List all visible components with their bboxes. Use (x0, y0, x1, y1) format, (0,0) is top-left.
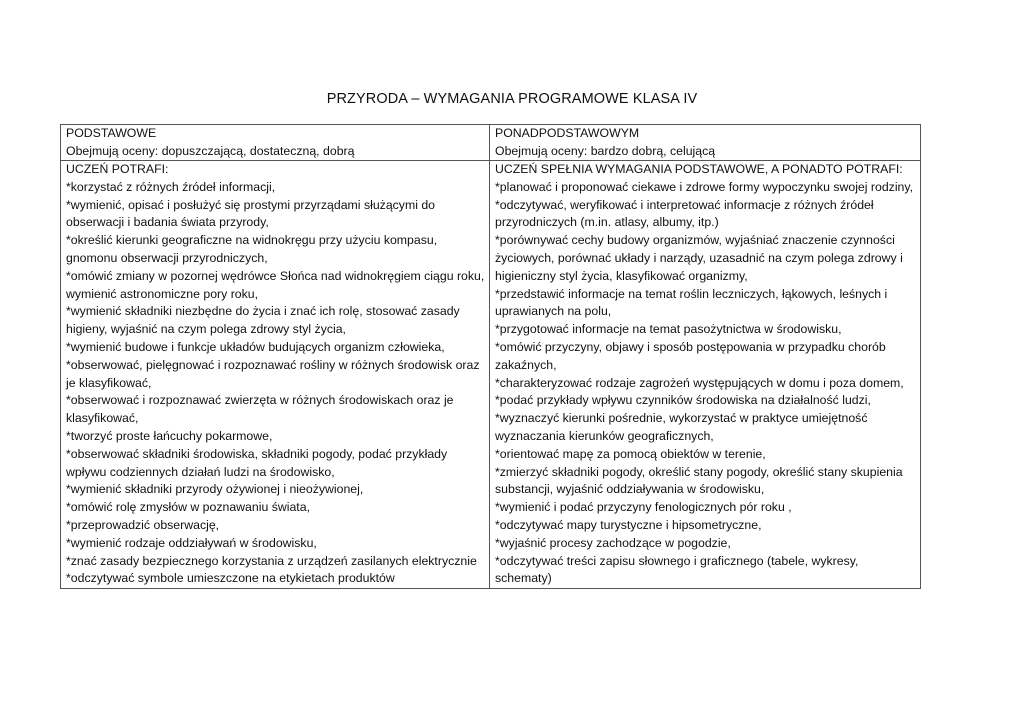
list-item: *określić kierunki geograficzne na widnokręgu przy użyciu kompasu, gnomonu obserwacji przyrodniczych, (66, 233, 441, 265)
list-item: *omówić przyczyny, objawy i sposób postępowania w przypadku chorób zakaźnych, (495, 339, 890, 372)
body-cell-advanced (490, 161, 921, 589)
list-item: *omówić rolę zmysłów w poznawaniu świata, (66, 500, 310, 515)
list-item: *odczytywać mapy turystyczne i hipsometryczne, (495, 517, 762, 532)
column-intro: UCZEŃ SPEŁNIA WYMAGANIA PODSTAWOWE, A PONADTO POTRAFI: (495, 162, 903, 176)
list-item: *odczytywać, weryfikować i interpretować informacje z różnych źródeł przyrodniczych (m.in. atlasy, albumy, itp.) (495, 197, 878, 230)
list-item: *przedstawić informacje na temat roślin leczniczych, łąkowych, leśnych i uprawianych na polu, (495, 286, 891, 319)
list-item: *zmierzyć składniki pogody, określić stany pogody, określić stany skupienia substancji, wyjaśnić oddziaływania w środowisku, (495, 464, 906, 497)
header-cell-basic (61, 125, 490, 161)
list-item: *korzystać z różnych źródeł informacji, (66, 179, 276, 194)
page-title: PRZYRODA – WYMAGANIA PROGRAMOWE KLASA IV (326, 91, 698, 107)
list-item: *planować i proponować ciekawe i zdrowe formy wypoczynku swojej rodziny, (495, 179, 914, 194)
column-subheading: Obejmują oceny: bardzo dobrą, celującą (495, 143, 716, 158)
list-item: *wymienić budowe i funkcje układów budujących organizm człowieka, (66, 339, 445, 354)
table-body-row (61, 161, 921, 589)
list-item: *przeprowadzić obserwację, (66, 517, 220, 532)
header-cell-advanced (490, 125, 921, 161)
list-item: *wymienić rodzaje oddziaływań w środowisku, (66, 535, 317, 550)
body-cell-basic (61, 161, 490, 589)
list-item: *znać zasady bezpiecznego korzystania z urządzeń zasilanych elektrycznie (66, 553, 477, 568)
list-item: *wyznaczyć kierunki pośrednie, wykorzystać w praktyce umiejętność wyznaczania kierunków geograficznych, (495, 411, 871, 443)
list-item: *wymienić składniki niezbędne do życia i znać ich rolę, stosować zasady higieny, wyjaśnić na czym polega zdrowy styl życia, (66, 304, 464, 337)
list-item: *omówić zmiany w pozornej wędrówce Słońca nad widnokręgiem ciągu roku, wymienić astronomiczne pory roku, (66, 268, 488, 301)
list-item: *tworzyć proste łańcuchy pokarmowe, (66, 428, 273, 443)
list-item: *porównywać cechy budowy organizmów, wyjaśniać znaczenie czynności życiowych, porównać układy i narządy, uzasadnić na czym polega zdrowy i higieniczny styl życia, klasyfikować organizmy, (495, 233, 907, 283)
list-item: *wymienić, opisać i posłużyć się prostymi przyrządami służącymi do obserwacji i badania świata przyrody, (66, 197, 439, 230)
list-item: *wymienić i podać przyczyny fenologicznych pór roku , (495, 500, 792, 515)
table-header-row (61, 125, 921, 161)
list-item: *charakteryzować rodzaje zagrożeń występujących w domu i poza domem, (495, 375, 904, 390)
column-subheading: Obejmują oceny: dopuszczającą, dostateczną, dobrą (66, 143, 355, 158)
list-item: *obserwować, pielęgnować i rozpoznawać rośliny w różnych środowisk oraz je klasyfikować, (66, 357, 483, 390)
list-item: *wyjaśnić procesy zachodzące w pogodzie, (495, 535, 731, 550)
list-item: *odczytywać symbole umieszczone na etykietach produktów (66, 571, 395, 586)
list-item: *odczytywać treści zapisu słownego i graficznego (tabele, wykresy, schematy) (495, 553, 862, 586)
list-item: *obserwować i rozpoznawać zwierzęta w różnych środowiskach oraz je klasyfikować, (66, 393, 457, 426)
column-heading: PODSTAWOWE (66, 126, 157, 140)
list-item: *przygotować informacje na temat pasożytnictwa w środowisku, (495, 322, 842, 337)
column-intro: UCZEŃ POTRAFI: (66, 162, 169, 176)
column-heading: PONADPODSTAWOWYM (495, 126, 640, 140)
list-item: *podać przykłady wpływu czynników środowiska na działalność ludzi, (495, 393, 871, 408)
list-item: *obserwować składniki środowiska, składniki pogody, podać przykłady wpływu codziennych działań ludzi na środowisko, (66, 446, 451, 479)
requirements-table (60, 124, 921, 589)
list-item: *orientować mapę za pomocą obiektów w terenie, (495, 446, 766, 461)
list-item: *wymienić składniki przyrody ożywionej i nieożywionej, (66, 482, 364, 497)
